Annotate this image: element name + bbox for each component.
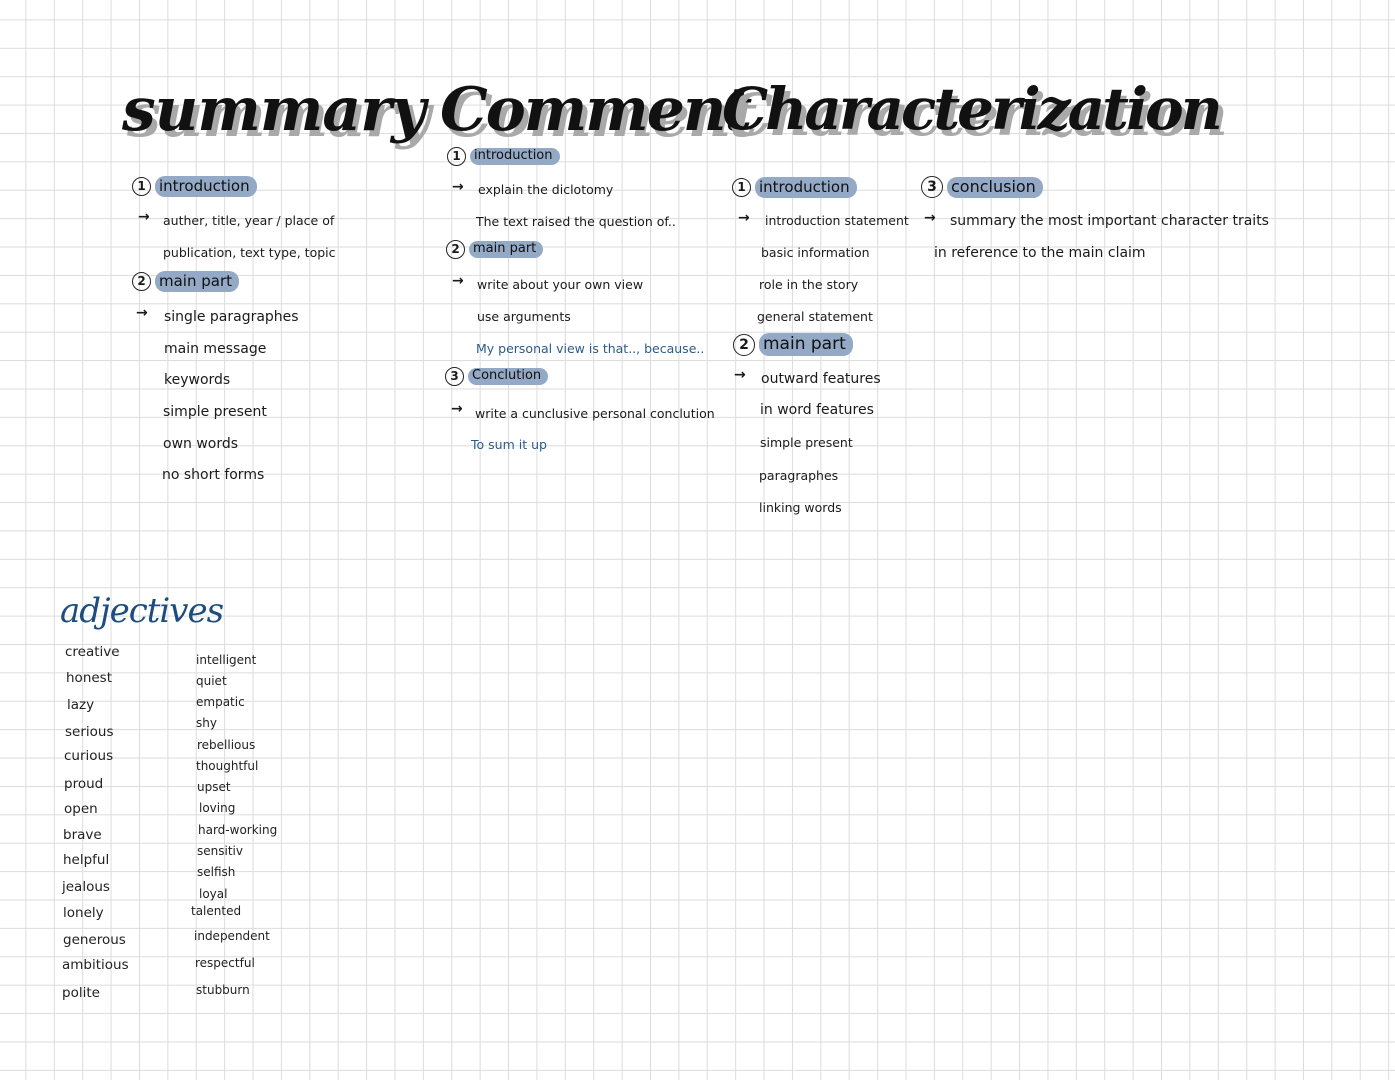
adjective-left: lonely [63,905,104,921]
summary-item: single paragraphes [164,309,299,325]
adjective-left: proud [64,776,104,792]
adjective-left: honest [66,670,113,686]
summary-intro-arrow-icon: → [138,209,150,225]
comment-concl-line-2: To sum it up [471,437,547,452]
adjective-left: helpful [63,852,110,868]
number-one-icon: 1 [447,147,466,166]
adjective-right: intelligent [196,653,257,667]
adjective-right: rebellious [197,738,256,752]
adjective-left: serious [65,724,114,740]
adjective-left: generous [63,932,126,948]
characterization-main-item: linking words [759,500,842,515]
number-one-icon: 1 [132,177,151,196]
characterization-main-item: simple present [760,435,853,450]
characterization-introduction-label: introduction [755,177,857,198]
comment-conclusion-heading [445,367,548,386]
summary-main-part-label: main part [155,271,239,292]
adjectives-title: adjectives [60,591,224,631]
characterization-intro-item: basic information [761,245,870,260]
adjective-left: lazy [67,697,95,713]
summary-title: summary [122,75,425,145]
characterization-intro-arrow-icon: → [738,210,750,226]
characterization-main-item: outward features [761,371,881,387]
adjective-right: talented [191,904,242,918]
adjective-right: independent [194,929,270,943]
comment-introduction-label: introduction [470,148,560,165]
characterization-main-arrow-icon: → [734,367,746,383]
adjective-left: open [64,801,98,817]
characterization-intro-item: introduction statement [765,213,909,228]
comment-main-part-label: main part [469,241,543,258]
comment-intro-line-1: explain the diclotomy [478,182,614,197]
number-one-icon: 1 [732,178,751,197]
adjective-right: shy [196,716,217,730]
adjective-right: loyal [199,887,228,901]
characterization-intro-item: general statement [757,309,873,324]
summary-introduction-heading [132,176,257,197]
summary-main-arrow-icon: → [136,305,148,321]
summary-item: no short forms [162,467,265,483]
summary-item: keywords [164,372,231,388]
summary-main-part-heading [132,271,239,292]
characterization-main-part-heading [733,333,853,356]
number-three-icon: 3 [445,367,464,386]
number-two-icon: 2 [446,240,465,259]
adjective-right: empatic [196,695,245,709]
summary-intro-line-2: publication, text type, topic [163,245,336,260]
comment-concl-line-1: write a cunclusive personal conclution [475,406,715,421]
comment-title: Comment [440,75,751,145]
comment-introduction-heading [447,147,560,166]
characterization-conclusion-label: conclusion [947,177,1043,198]
adjective-left: brave [63,827,102,843]
comment-conclusion-label: Conclution [468,368,548,385]
summary-item: simple present [163,404,267,420]
adjective-right: respectful [195,956,255,970]
characterization-concl-line-1: summary the most important character traits [950,213,1269,229]
adjective-right: quiet [196,674,227,688]
adjective-left: creative [65,644,120,660]
adjective-left: polite [62,985,100,1001]
characterization-concl-line-2: in reference to the main claim [934,245,1146,261]
characterization-introduction-heading [732,177,857,198]
comment-main-arrow-icon: → [452,273,464,289]
adjective-right: stubburn [196,983,250,997]
summary-intro-line-1: auther, title, year / place of [163,213,335,228]
comment-main-part-heading [446,240,543,259]
characterization-main-item: in word features [760,402,874,418]
adjective-left: ambitious [62,957,129,973]
comment-main-line-1: write about your own view [477,277,644,292]
adjective-right: hard-working [198,823,278,837]
adjective-right: selfish [197,865,236,879]
comment-intro-line-2: The text raised the question of.. [476,214,676,229]
characterization-conclusion-heading [921,176,1043,198]
characterization-main-part-label: main part [759,333,853,356]
comment-main-line-3: My personal view is that.., because.. [476,341,705,356]
adjective-right: thoughtful [196,759,259,773]
summary-item: main message [164,341,267,357]
adjective-right: upset [197,780,231,794]
comment-main-line-2: use arguments [477,309,571,324]
comment-intro-arrow-icon: → [452,179,464,195]
number-three-icon: 3 [921,176,943,198]
characterization-intro-item: role in the story [759,277,859,292]
adjective-right: sensitiv [197,844,243,858]
characterization-title: Characterization [722,75,1220,143]
characterization-concl-arrow-icon: → [924,210,936,226]
summary-item: own words [163,436,239,452]
summary-introduction-label: introduction [155,176,257,197]
adjective-left: curious [64,748,114,764]
comment-concl-arrow-icon: → [451,401,463,417]
adjective-right: loving [199,801,236,815]
number-two-icon: 2 [132,272,151,291]
adjective-left: jealous [62,879,110,895]
characterization-main-item: paragraphes [759,468,839,483]
number-two-icon: 2 [733,334,755,356]
